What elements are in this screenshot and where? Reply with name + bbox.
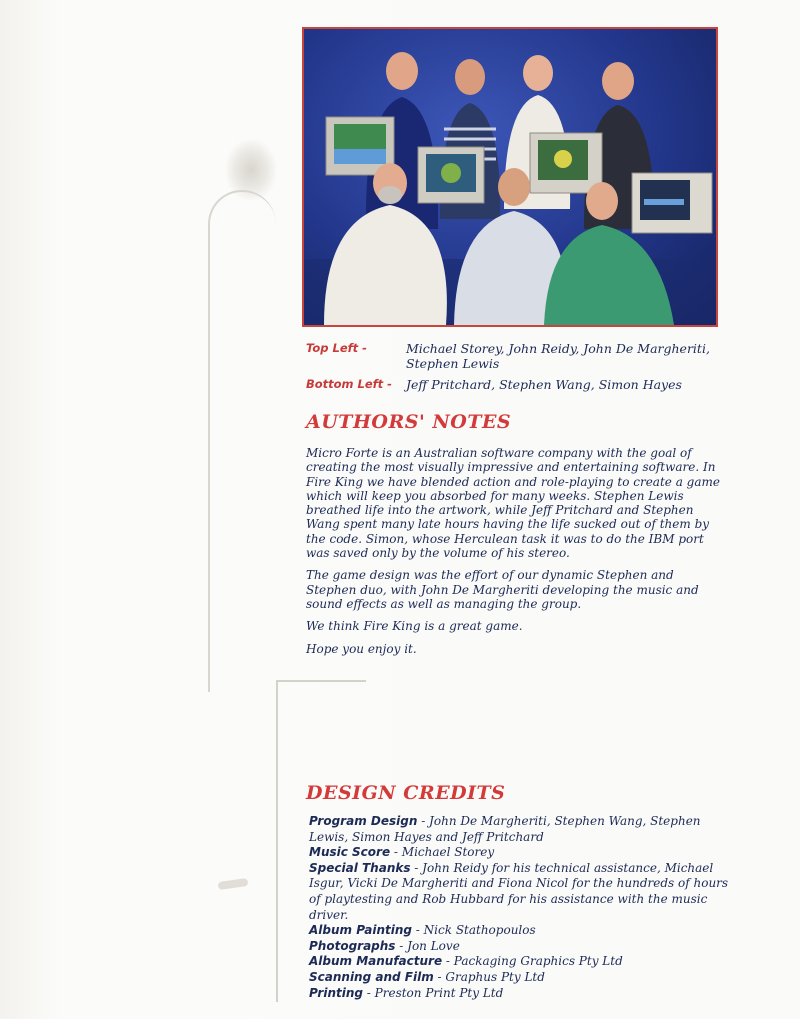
credit-role: Special Thanks — [309, 860, 411, 875]
credit-item — [309, 939, 734, 955]
credit-role: Photographs — [309, 938, 396, 953]
photo-caption-top — [306, 341, 746, 373]
credit-text: - John De Margheriti, Stephen Wang, Stephen Lewis, Simon Hayes and Jeff Pritchard — [309, 814, 701, 844]
authors-notes-heading: AUTHORS' NOTES — [306, 411, 512, 433]
notes-paragraph: Micro Forte is an Australian software company with the goal of creating the most visually impressive and entertaining software. In Fire King we have blended action and role-playing to create a game which will keep you absorbed for many weeks. Stephen Lewis breathed life into the artwork, while Jeff Pritchard and Stephen Wang spent many late hours having the life sucked out of them by the code. Simon, whose Herculean task it was to do the IBM port was saved only by the volume of his stereo. — [306, 446, 720, 561]
photo-caption-bottom — [306, 377, 746, 393]
credit-item — [309, 845, 734, 861]
credit-role: Music Score — [309, 845, 391, 860]
credit-role: Program Design — [309, 814, 418, 828]
caption-label: Top Left - — [306, 341, 367, 355]
notes-paragraph: We think Fire King is a great game. — [306, 619, 523, 634]
team-photo-illustration — [304, 29, 716, 325]
caption-names: Michael Storey, John Reidy, John De Margheriti, Stephen Lewis — [406, 341, 710, 371]
notes-paragraph: The game design was the effort of our dynamic Stephen and Stephen duo, with John De Margheriti developing the music and sound effects as well as managing the group. — [306, 568, 699, 611]
credit-text: - Michael Storey — [390, 845, 495, 860]
credit-text: - Graphus Pty Ltd — [433, 969, 545, 984]
credit-text: - Nick Stathopoulos — [411, 923, 536, 938]
notes-paragraph: Hope you enjoy it. — [306, 641, 417, 656]
credit-role: Album Manufacture — [309, 954, 443, 969]
credit-item — [309, 861, 734, 923]
credit-item — [309, 954, 734, 970]
credit-item — [309, 923, 734, 939]
design-credits-heading: DESIGN CREDITS — [306, 782, 506, 804]
authors-notes-body — [306, 446, 726, 664]
credit-text: - Preston Print Pty Ltd — [362, 985, 504, 1000]
die-cut-slot — [208, 190, 276, 692]
credit-role: Printing — [309, 985, 363, 1000]
credit-role: Album Painting — [309, 923, 412, 938]
design-credits-list — [309, 814, 734, 1001]
credit-role: Scanning and Film — [309, 969, 434, 984]
credit-item — [309, 970, 734, 986]
credit-item — [309, 986, 734, 1002]
credit-text: - John Reidy for his technical assistance, Michael Isgur, Vicki De Margheriti and Fiona Nicol for the hundreds of hours of playtesting and Rob Hubbard for his assistance with the music driver. — [309, 860, 729, 922]
credit-text: - Packaging Graphics Pty Ltd — [442, 954, 623, 969]
credit-item — [309, 814, 734, 845]
credit-text: - Jon Love — [395, 938, 460, 953]
team-photo — [302, 27, 718, 327]
caption-label: Bottom Left - — [306, 377, 392, 391]
caption-names: Jeff Pritchard, Stephen Wang, Simon Hayes — [406, 377, 682, 392]
